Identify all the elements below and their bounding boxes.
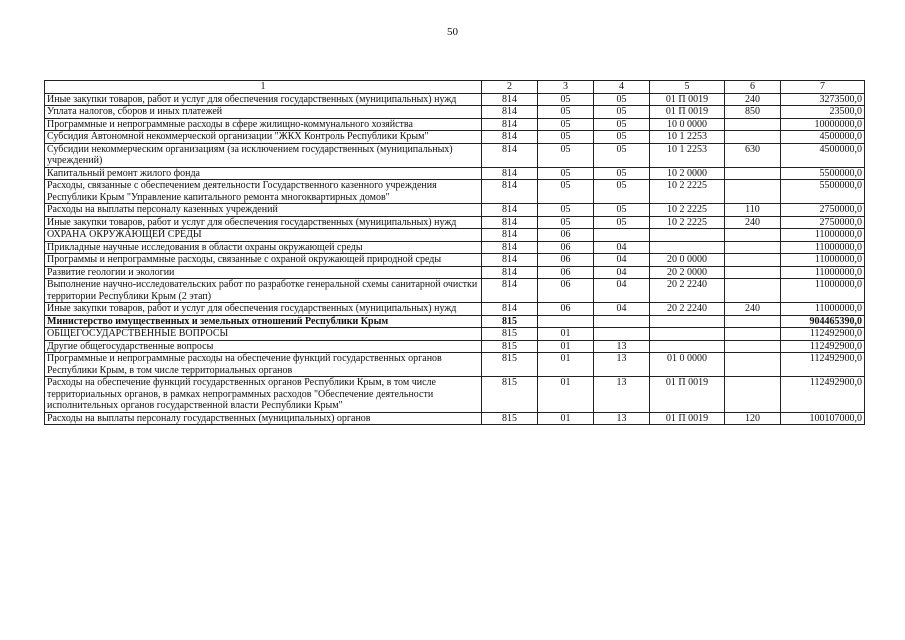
row-col-3: 05 <box>538 93 594 106</box>
row-col-2: 814 <box>482 93 538 106</box>
row-col-5: 20 2 2240 <box>650 279 725 303</box>
table-row <box>45 216 865 229</box>
row-col-4: 04 <box>594 254 650 267</box>
row-col-5: 01 П 0019 <box>650 93 725 106</box>
row-description: Выполнение научно-исследовательских работ по разработке генеральной схемы санитарной очистки территории Республики Крым (2 этап) <box>45 279 482 303</box>
row-col-6: 240 <box>725 303 781 316</box>
row-amount: 5500000,0 <box>781 167 865 180</box>
row-col-3: 06 <box>538 279 594 303</box>
row-col-4: 05 <box>594 93 650 106</box>
table-row <box>45 412 865 425</box>
row-description: Иные закупки товаров, работ и услуг для обеспечения государственных (муниципальных) нужд <box>45 303 482 316</box>
row-col-2: 815 <box>482 353 538 377</box>
row-col-4 <box>594 328 650 341</box>
row-col-4: 13 <box>594 340 650 353</box>
table-body <box>45 93 865 425</box>
row-col-2: 815 <box>482 412 538 425</box>
row-amount: 23500,0 <box>781 106 865 119</box>
row-col-6 <box>725 315 781 328</box>
row-description: Уплата налогов, сборов и иных платежей <box>45 106 482 119</box>
table-row <box>45 353 865 377</box>
row-col-5: 20 0 0000 <box>650 254 725 267</box>
row-col-3: 05 <box>538 143 594 167</box>
row-col-2: 815 <box>482 315 538 328</box>
row-amount: 112492900,0 <box>781 340 865 353</box>
table-row <box>45 377 865 413</box>
row-description: Субсидия Автономной некоммерческой организации "ЖКХ Контроль Республики Крым" <box>45 131 482 144</box>
row-description: Программные и непрограммные расходы в сфере жилищно-коммунального хозяйства <box>45 118 482 131</box>
row-col-4: 05 <box>594 143 650 167</box>
table-row <box>45 131 865 144</box>
header-col-3: 3 <box>538 81 594 94</box>
row-col-5: 10 2 2225 <box>650 204 725 217</box>
row-description: Прикладные научные исследования в области охраны окружающей среды <box>45 241 482 254</box>
row-col-3: 05 <box>538 216 594 229</box>
header-row <box>45 81 865 94</box>
row-col-4: 13 <box>594 353 650 377</box>
row-col-2: 814 <box>482 279 538 303</box>
row-amount: 10000000,0 <box>781 118 865 131</box>
row-col-3: 01 <box>538 412 594 425</box>
row-col-6: 850 <box>725 106 781 119</box>
row-amount: 112492900,0 <box>781 377 865 413</box>
table-row <box>45 279 865 303</box>
row-col-2: 814 <box>482 266 538 279</box>
row-col-5: 20 2 0000 <box>650 266 725 279</box>
row-amount: 2750000,0 <box>781 204 865 217</box>
row-col-3: 05 <box>538 131 594 144</box>
row-col-5: 10 2 0000 <box>650 167 725 180</box>
row-col-5 <box>650 229 725 242</box>
row-amount: 11000000,0 <box>781 229 865 242</box>
row-col-5: 10 0 0000 <box>650 118 725 131</box>
row-amount: 5500000,0 <box>781 180 865 204</box>
row-col-4: 05 <box>594 131 650 144</box>
row-col-2: 814 <box>482 303 538 316</box>
row-col-4: 05 <box>594 106 650 119</box>
row-col-4: 05 <box>594 180 650 204</box>
row-col-3: 05 <box>538 118 594 131</box>
row-col-4: 05 <box>594 167 650 180</box>
row-col-2: 814 <box>482 131 538 144</box>
row-amount: 11000000,0 <box>781 266 865 279</box>
row-col-2: 815 <box>482 340 538 353</box>
row-col-5: 10 1 2253 <box>650 131 725 144</box>
row-amount: 3273500,0 <box>781 93 865 106</box>
row-amount: 112492900,0 <box>781 353 865 377</box>
row-col-2: 814 <box>482 216 538 229</box>
table-row <box>45 315 865 328</box>
row-col-3: 06 <box>538 254 594 267</box>
row-description: Другие общегосударственные вопросы <box>45 340 482 353</box>
row-description: Расходы, связанные с обеспечением деятельности Государственного казенного учреждения Республики Крым "Управление капитального ремонта многоквартирных домов" <box>45 180 482 204</box>
row-col-5: 01 П 0019 <box>650 412 725 425</box>
row-amount: 112492900,0 <box>781 328 865 341</box>
row-col-6 <box>725 167 781 180</box>
row-col-5 <box>650 315 725 328</box>
row-col-2: 815 <box>482 328 538 341</box>
header-col-2: 2 <box>482 81 538 94</box>
row-col-4: 04 <box>594 266 650 279</box>
row-col-3: 06 <box>538 229 594 242</box>
row-col-3: 01 <box>538 353 594 377</box>
row-description: Иные закупки товаров, работ и услуг для обеспечения государственных (муниципальных) нужд <box>45 216 482 229</box>
row-description: Иные закупки товаров, работ и услуг для обеспечения государственных (муниципальных) нужд <box>45 93 482 106</box>
row-col-6 <box>725 131 781 144</box>
row-col-4: 13 <box>594 377 650 413</box>
row-col-6 <box>725 353 781 377</box>
row-col-5: 10 1 2253 <box>650 143 725 167</box>
row-col-2: 814 <box>482 118 538 131</box>
row-col-4 <box>594 229 650 242</box>
row-amount: 11000000,0 <box>781 241 865 254</box>
row-col-6: 630 <box>725 143 781 167</box>
row-col-4 <box>594 315 650 328</box>
row-col-5: 20 2 2240 <box>650 303 725 316</box>
row-col-6 <box>725 229 781 242</box>
row-col-3: 01 <box>538 328 594 341</box>
header-col-4: 4 <box>594 81 650 94</box>
header-col-5: 5 <box>650 81 725 94</box>
row-col-2: 814 <box>482 143 538 167</box>
row-col-6 <box>725 254 781 267</box>
row-col-3: 06 <box>538 303 594 316</box>
row-col-4: 04 <box>594 279 650 303</box>
row-col-4: 05 <box>594 118 650 131</box>
row-col-5: 10 2 2225 <box>650 216 725 229</box>
row-col-2: 814 <box>482 204 538 217</box>
row-description: Расходы на обеспечение функций государственных органов Республики Крым, в том числе территориальных органов, в рамках непрограммных расходов "Обеспечение деятельности исполнительных органов государственной власти Республики Крым" <box>45 377 482 413</box>
row-description: Субсидии некоммерческим организациям (за исключением государственных (муниципальных) учреждений) <box>45 143 482 167</box>
budget-table <box>44 80 865 425</box>
row-col-6: 120 <box>725 412 781 425</box>
row-col-2: 815 <box>482 377 538 413</box>
row-col-5 <box>650 241 725 254</box>
row-description: Расходы на выплаты персоналу государственных (муниципальных) органов <box>45 412 482 425</box>
row-col-3: 05 <box>538 180 594 204</box>
row-col-3: 05 <box>538 204 594 217</box>
row-description: Министерство имущественных и земельных отношений Республики Крым <box>45 315 482 328</box>
table-row <box>45 241 865 254</box>
row-description: Капитальный ремонт жилого фонда <box>45 167 482 180</box>
table-row <box>45 266 865 279</box>
table-row <box>45 143 865 167</box>
row-col-5: 01 П 0019 <box>650 106 725 119</box>
table-row <box>45 204 865 217</box>
row-col-6: 240 <box>725 93 781 106</box>
row-description: ОБЩЕГОСУДАРСТВЕННЫЕ ВОПРОСЫ <box>45 328 482 341</box>
row-col-3: 06 <box>538 241 594 254</box>
row-amount: 4500000,0 <box>781 131 865 144</box>
row-col-5: 10 2 2225 <box>650 180 725 204</box>
row-col-6: 240 <box>725 216 781 229</box>
table-row <box>45 118 865 131</box>
row-col-6 <box>725 241 781 254</box>
header-col-6: 6 <box>725 81 781 94</box>
row-col-2: 814 <box>482 254 538 267</box>
header-col-1: 1 <box>45 81 482 94</box>
row-col-4: 05 <box>594 204 650 217</box>
row-col-2: 814 <box>482 106 538 119</box>
row-col-2: 814 <box>482 229 538 242</box>
row-col-2: 814 <box>482 241 538 254</box>
row-col-3: 01 <box>538 377 594 413</box>
table-row <box>45 229 865 242</box>
row-col-3: 01 <box>538 340 594 353</box>
row-amount: 2750000,0 <box>781 216 865 229</box>
row-col-5 <box>650 328 725 341</box>
row-col-5: 01 П 0019 <box>650 377 725 413</box>
table-row <box>45 303 865 316</box>
table-row <box>45 328 865 341</box>
row-amount: 11000000,0 <box>781 303 865 316</box>
header-col-7: 7 <box>781 81 865 94</box>
row-col-6 <box>725 328 781 341</box>
row-col-6: 110 <box>725 204 781 217</box>
row-description: Развитие геологии и экологии <box>45 266 482 279</box>
table-row <box>45 93 865 106</box>
row-description: Расходы на выплаты персоналу казенных учреждений <box>45 204 482 217</box>
table-row <box>45 167 865 180</box>
row-col-4: 04 <box>594 241 650 254</box>
table-row <box>45 106 865 119</box>
row-col-3 <box>538 315 594 328</box>
row-col-6 <box>725 377 781 413</box>
row-col-4: 13 <box>594 412 650 425</box>
row-col-5: 01 0 0000 <box>650 353 725 377</box>
row-col-4: 05 <box>594 216 650 229</box>
row-description: ОХРАНА ОКРУЖАЮЩЕЙ СРЕДЫ <box>45 229 482 242</box>
table-row <box>45 180 865 204</box>
row-col-3: 06 <box>538 266 594 279</box>
page-number: 50 <box>447 26 458 38</box>
row-amount: 4500000,0 <box>781 143 865 167</box>
row-col-5 <box>650 340 725 353</box>
row-col-6 <box>725 266 781 279</box>
row-amount: 904465390,0 <box>781 315 865 328</box>
row-amount: 11000000,0 <box>781 254 865 267</box>
row-col-6 <box>725 279 781 303</box>
row-col-3: 05 <box>538 106 594 119</box>
row-col-2: 814 <box>482 167 538 180</box>
row-description: Программные и непрограммные расходы на обеспечение функций государственных органов Республики Крым, в том числе территориальных органов <box>45 353 482 377</box>
row-col-6 <box>725 340 781 353</box>
row-amount: 11000000,0 <box>781 279 865 303</box>
table-row <box>45 254 865 267</box>
row-col-6 <box>725 118 781 131</box>
row-amount: 100107000,0 <box>781 412 865 425</box>
row-col-2: 814 <box>482 180 538 204</box>
row-col-3: 05 <box>538 167 594 180</box>
row-col-6 <box>725 180 781 204</box>
row-description: Программы и непрограммные расходы, связанные с охраной окружающей природной среды <box>45 254 482 267</box>
table-row <box>45 340 865 353</box>
row-col-4: 04 <box>594 303 650 316</box>
